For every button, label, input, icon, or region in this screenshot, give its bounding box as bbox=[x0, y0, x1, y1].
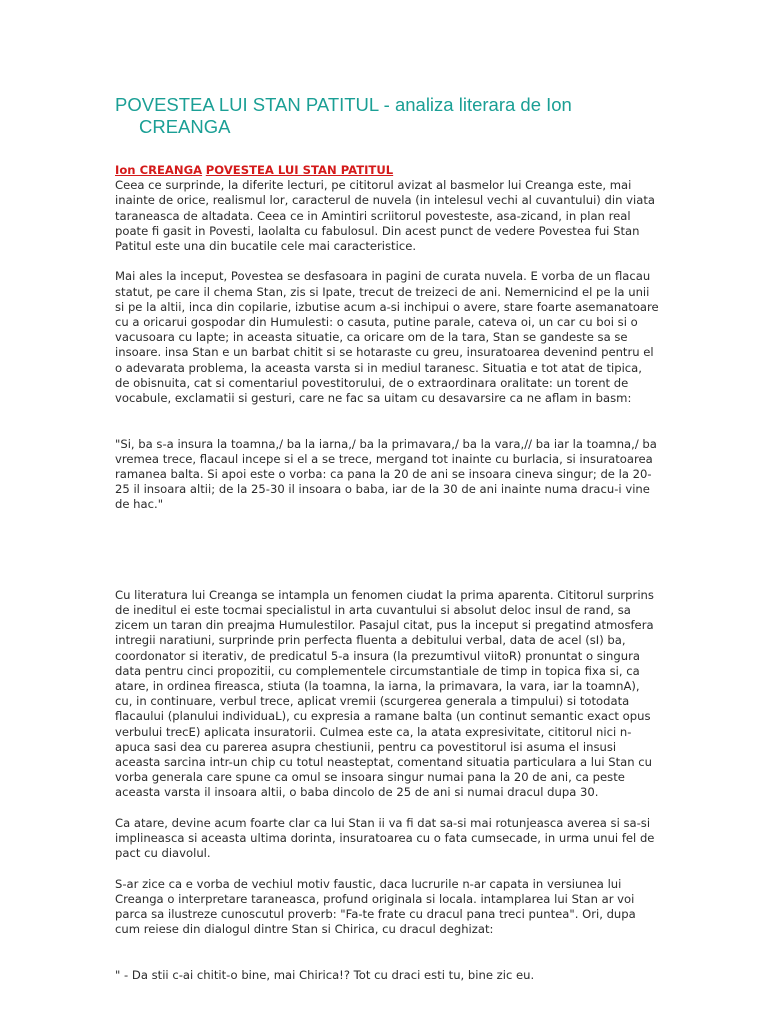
spacer bbox=[115, 953, 659, 968]
paragraph-faustic: S-ar zice ca e vorba de vechiul motiv faustic, daca lucrurile n-ar capata in versiunea lui Creanga o interpretare taraneasca, profund originala si locala. intamplarea lui Stan ar voi parca sa ilustreze cunoscutul proverb: "Fa-te frate cu dracul pana treci puntea". Ori, dupa cum reiese din dialogul dintre Stan si Chirica, cu dracul deghizat: bbox=[115, 876, 636, 937]
paragraph-phenomenon: Cu literatura lui Creanga se intampla un fenomen ciudat la prima aparenta. Cititorul surprins de ineditul ei este tocmai specialistul in arta cuvantului si absolut deloc insul de rand, sa zicem un taran din preajma Humulestilor. Pasajul citat, pus la inceput si pregatind atmosfera intregii naratiuni, surprinde prin perfecta fluenta a debitului verbal, data de acel (sI) ba, coordonator si iterativ, de predicatul 5-a insura (la prezumtivul viitoR) pronuntat o singura data pentru cinci propozitii, cu complementele circumstantiale de timp in topica fixa si, ca atare, in ordinea fireasca, stiuta (la toamna, la iarna, la primavara, la vara, iar la toamnA), cu, in continuare, verbul trece, aplicat vremii (scurgerea generala a timpului) si totodata flacaului (planului individuaL), cu expresia a ramane balta (un continut semantic exact opus verbului trecE) aplicata insuratorii. Culmea este ca, la atata expresivitate, cititorul nici n-apuca sasi dea cu parerea asupra chestiunii, pentru ca povestitorul isi asuma el insusi aceasta sarcina intr-un chip cu totul neasteptat, comentand situatia particulara a lui Stan cu vorba generala care spune ca omul se insoara singur numai pana la 20 de ani, ca peste aceasta varsta il insoara altii, o baba dincolo de 25 de ani si numai dracul dupa 30. bbox=[115, 587, 654, 800]
author-link[interactable]: Ion CREANGA bbox=[115, 163, 203, 177]
article-body bbox=[115, 163, 659, 998]
spacer bbox=[115, 528, 659, 588]
page-title bbox=[115, 94, 635, 138]
work-link[interactable]: POVESTEA LUI STAN PATITUL bbox=[205, 163, 394, 177]
paragraph-conclusion: Ca atare, devine acum foarte clar ca lui Stan ii va fi dat sa-si mai rotunjeasca averea si sa-si implineasca si aceasta ultima dorinta, insuratoarea cu o fata cumsecade, in urma unui fel de pact cu diavolul. bbox=[115, 815, 655, 861]
title-line-2: CREANGA bbox=[139, 116, 231, 137]
spacer bbox=[115, 421, 659, 436]
paragraph-intro: Ceea ce surprinde, la diferite lecturi, pe cititorul avizat al basmelor lui Creanga este, mai inainte de orice, realismul lor, caracterul de nuvela (in intelesul vechi al cuvantului) din viata taraneasca de altadata. Ceea ce in Amintiri scriitorul povesteste, asa-zicand, in plan real poate fi gasit in Povesti, laolalta cu fabulosul. Din acest punct de vedere Povestea fui Stan Patitul este una din bucatile cele mai caracteristice. bbox=[115, 178, 655, 254]
title-line-1: POVESTEA LUI STAN PATITUL - analiza literara de Ion bbox=[115, 94, 572, 115]
quote-paragraph: "Si, ba s-a insura la toamna,/ ba la iarna,/ ba la primavara,/ ba la vara,// ba iar la toamna,/ ba vremea trece, flacaul incepe si el a se trece, mergand tot inainte cu burlacia, si insuratoarea ramanea balta. Si apoi este o vorba: ca pana la 20 de ani se insoara cineva singur; de la 20-25 il insoara altii; de la 25-30 il insoara o baba, iar de la 30 de ani inainte numa dracu-i vine de hac." bbox=[115, 436, 657, 512]
dialogue-quote: " - Da stii c-ai chitit-o bine, mai Chirica!? Tot cu draci esti tu, bine zic eu. bbox=[115, 967, 535, 982]
paragraph-beginning: Mai ales la inceput, Povestea se desfasoara in pagini de curata nuvela. E vorba de un flacau statut, pe care il chema Stan, zis si Ipate, trecut de treizeci de ani. Nemernicind el pe la unii si pe la altii, inca din copilarie, izbutise acum a-si inchipui o avere, stare foarte asemanatoare cu a oricarui gospodar din Humulesti: o casuta, putine parale, cateva oi, un car cu boi si o vacusoara cu lapte; in aceasta situatie, ca oricare om de la tara, Stan se gandeste sa se insoare. insa Stan e un barbat chitit si se hotaraste cu greu, insuratoarea devenind pentru el o adevarata problema, la aceasta varsta si in mediul taranesc. Situatia e tot atat de tipica, de obisnuita, cat si comentariul povestitorului, de o extraordinara oralitate: un torent de vocabule, exclamatii si gesturi, care ne fac sa uitam cu desavarsire ca ne aflam in basm: bbox=[115, 269, 659, 406]
header-links bbox=[115, 163, 659, 178]
